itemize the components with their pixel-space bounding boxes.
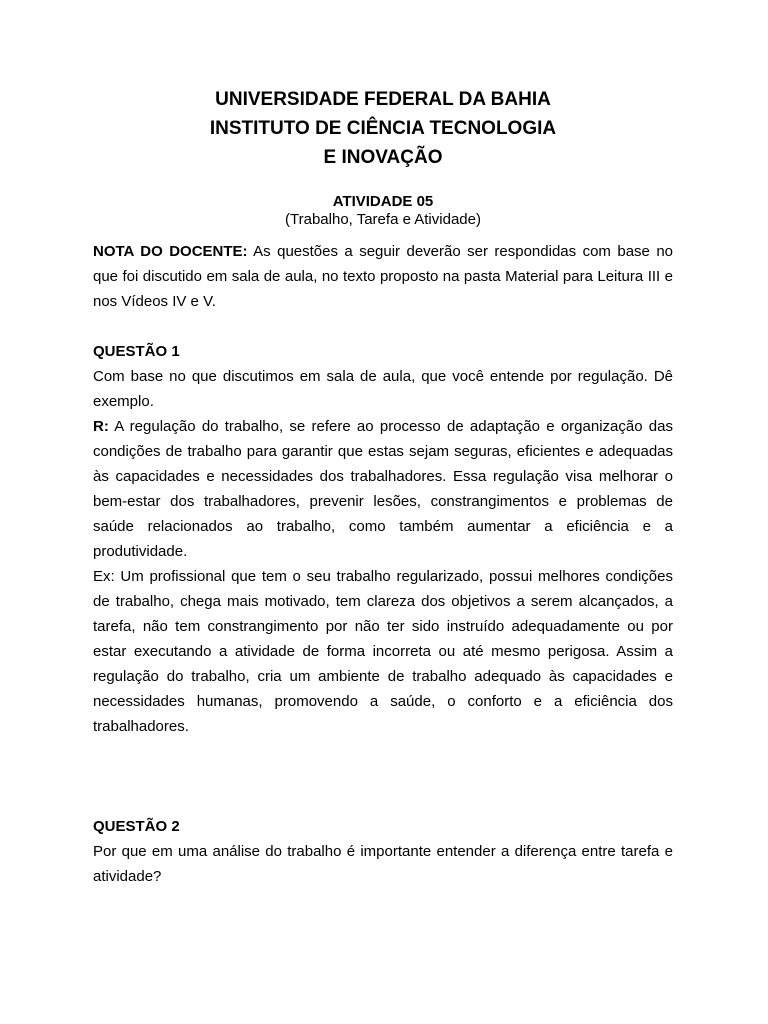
answer-text: A regulação do trabalho, se refere ao processo de adaptação e organização das condições de trabalho para garantir que estas sejam seguras, eficientes e adequadas às capacidades e necessidades dos trabalhadores. Essa regulação visa melhorar o bem-estar dos trabalhadores, prevenir lesões, constrangimentos e problemas de saúde relacionados ao trabalho, como também aumentar a eficiência e a produtividade. (93, 418, 673, 560)
institution-line-1: UNIVERSIDADE FEDERAL DA BAHIA (215, 89, 551, 110)
question-1-heading: QUESTÃO 1 (93, 343, 180, 360)
activity-subtitle: (Trabalho, Tarefa e Atividade) (285, 211, 481, 228)
activity-title: ATIVIDADE 05 (332, 193, 434, 210)
question-1-example: Ex: Um profissional que tem o seu trabalho regularizado, possui melhores condições de trabalho, chega mais motivado, tem clareza dos objetivos a serem alcançados, a tarefa, não tem constrangimento por não ter sido instruído adequadamente ou por estar executando a atividade de forma incorreta ou até mesmo perigosa. Assim a regulação do trabalho, cria um ambiente de trabalho adequado às capacidades e necessidades humanas, promovendo a saúde, o conforto e a eficiência dos trabalhadores. (93, 568, 673, 735)
teacher-note-text: As questões a seguir deverão ser respondidas com base no que foi discutido em sala de aula, no texto proposto na pasta Material para Leitura III e nos Vídeos IV e V. (93, 243, 673, 310)
teacher-note-label: NOTA DO DOCENTE: (93, 243, 248, 260)
activity-header (93, 193, 673, 229)
document-page (93, 85, 673, 889)
teacher-note (93, 239, 673, 314)
institution-title (93, 85, 673, 172)
question-2-heading: QUESTÃO 2 (93, 818, 180, 835)
question-1-answer (93, 414, 673, 564)
question-2-prompt: Por que em uma análise do trabalho é importante entender a diferença entre tarefa e atividade? (93, 843, 673, 885)
question-1-prompt: Com base no que discutimos em sala de aula, que você entende por regulação. Dê exemplo. (93, 368, 673, 410)
answer-label: R: (93, 418, 109, 435)
institution-line-2: INSTITUTO DE CIÊNCIA TECNOLOGIA (209, 118, 557, 139)
institution-line-3: E INOVAÇÃO (323, 147, 443, 168)
